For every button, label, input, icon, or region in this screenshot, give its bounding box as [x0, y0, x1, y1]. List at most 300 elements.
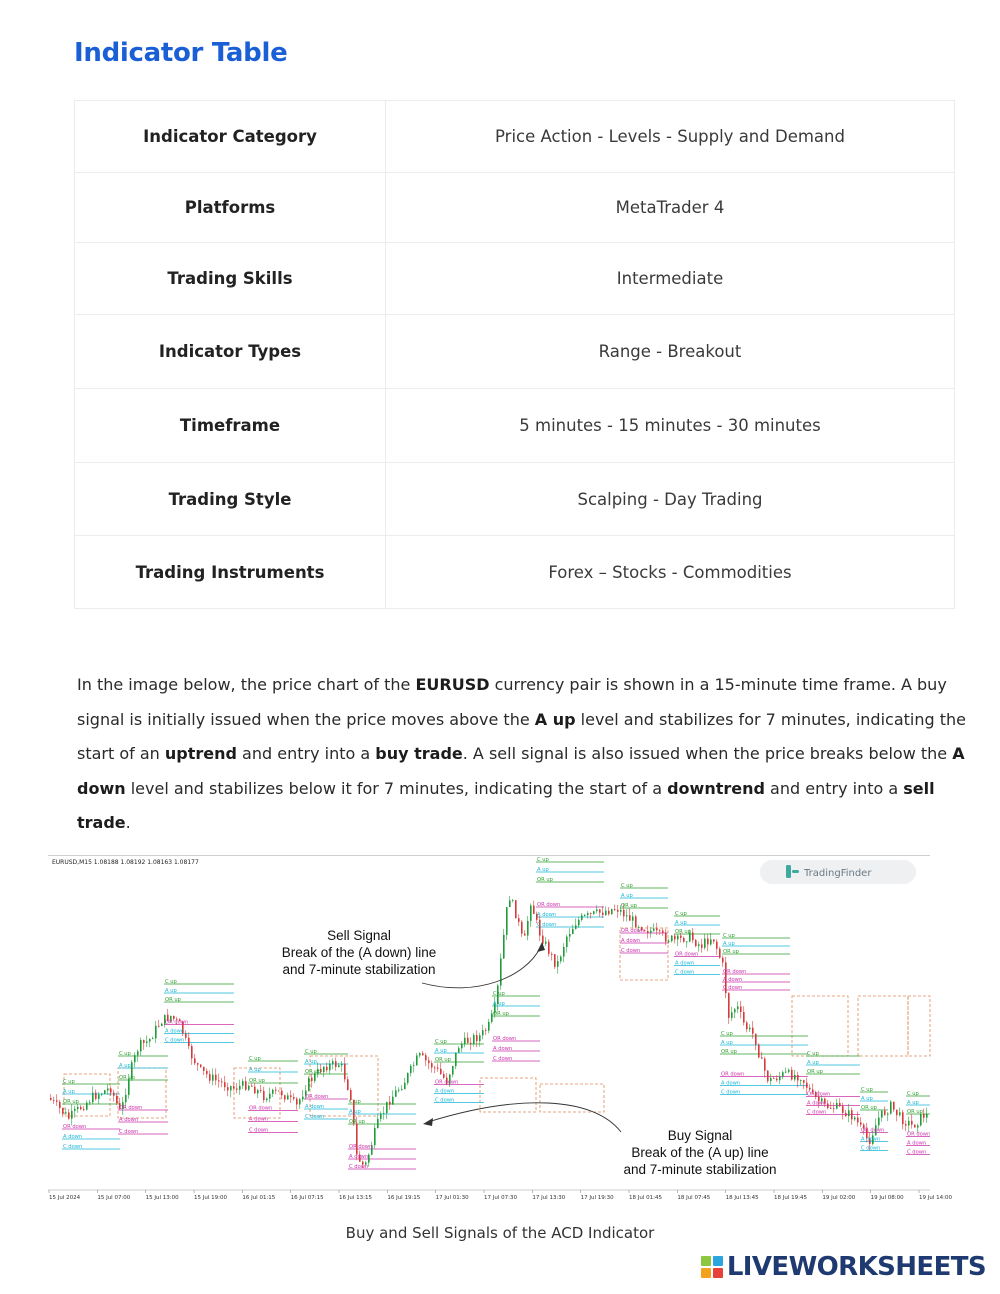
candle-body	[884, 1111, 886, 1115]
bold-run: downtrend	[667, 778, 765, 798]
range-box	[858, 996, 908, 1056]
candle-body	[140, 1040, 142, 1051]
level-label: OR down	[675, 951, 699, 958]
candle-body	[776, 1079, 778, 1080]
row-value: Scalping - Day Trading	[386, 463, 955, 536]
level-label: C down	[349, 1164, 369, 1170]
candle-body	[842, 1106, 844, 1113]
candle-body	[185, 1033, 187, 1037]
level-label: C up	[861, 1087, 873, 1093]
candle-body	[839, 1103, 841, 1106]
level-label: OR up	[249, 1078, 265, 1084]
bold-run: sell trade	[77, 778, 935, 833]
page-title: Indicator Table	[74, 38, 288, 68]
candle-body	[476, 1035, 478, 1041]
level-label: A down	[305, 1104, 325, 1110]
level-label: OR down	[63, 1124, 87, 1130]
candle-body	[50, 1098, 52, 1100]
candle-body	[440, 1069, 442, 1074]
candle-body	[344, 1064, 346, 1080]
candle-body	[287, 1095, 289, 1099]
candle-body	[107, 1089, 109, 1091]
price-chart-image	[48, 855, 952, 1202]
x-tick-label: 18 Jul 19:45	[774, 1195, 807, 1201]
candle-body	[209, 1074, 211, 1081]
annotation-line: and 7-minute stabilization	[623, 1162, 777, 1177]
candle-body	[113, 1093, 115, 1096]
candle-body	[674, 936, 676, 940]
level-label: OR down	[861, 1127, 885, 1134]
candle-body	[632, 916, 634, 920]
candle-body	[599, 909, 601, 912]
candle-body	[380, 1114, 382, 1119]
candle-body	[236, 1089, 238, 1090]
candle-body	[626, 915, 628, 916]
level-label: A down	[675, 960, 695, 967]
candle-body	[332, 1061, 334, 1063]
level-label: C down	[675, 969, 695, 976]
level-label: A up	[249, 1067, 261, 1073]
candle-body	[635, 916, 637, 927]
candle-body	[560, 957, 562, 962]
candle-body	[572, 929, 574, 934]
candle-body	[410, 1066, 412, 1073]
level-label: A up	[119, 1063, 131, 1069]
text-run: currency pair is shown in a 15-minute time frame. A buy signal is initially issued when the price moves above the	[77, 675, 947, 729]
candle-body	[422, 1053, 424, 1055]
candle-body	[503, 935, 505, 959]
level-label: C up	[493, 991, 505, 997]
candle-body	[845, 1113, 847, 1116]
candle-body	[341, 1064, 343, 1066]
candle-body	[749, 1028, 751, 1030]
x-tick-label: 16 Jul 13:15	[339, 1195, 372, 1201]
level-label: OR down	[621, 928, 645, 934]
candle-body	[761, 1057, 763, 1058]
candle-body	[908, 1121, 910, 1126]
candle-body	[95, 1093, 97, 1099]
bold-run: EURUSD	[415, 675, 490, 694]
level-label: C up	[721, 1031, 733, 1037]
level-label: C up	[63, 1079, 75, 1085]
candle-body	[110, 1089, 112, 1093]
level-label: OR down	[723, 969, 747, 975]
candle-body	[398, 1090, 400, 1091]
candle-body	[578, 920, 580, 926]
tradingfinder-logo	[760, 860, 916, 884]
candle-body	[212, 1075, 214, 1081]
candle-body	[605, 911, 607, 915]
level-label: OR up	[63, 1099, 79, 1105]
candle-body	[311, 1078, 313, 1081]
candle-body	[482, 1030, 484, 1035]
text-run: and entry into a	[236, 744, 376, 764]
candle-body	[752, 1028, 754, 1034]
candle-body	[260, 1090, 262, 1091]
candle-body	[509, 900, 511, 907]
candle-body	[767, 1071, 769, 1081]
level-label: OR up	[537, 877, 553, 883]
price-chart	[48, 856, 952, 1202]
candle-body	[662, 931, 664, 933]
candle-body	[392, 1097, 394, 1105]
candle-body	[269, 1094, 271, 1099]
x-axis	[49, 1190, 952, 1201]
candle-body	[569, 934, 571, 937]
candle-body	[512, 900, 514, 901]
level-label: C down	[807, 1109, 827, 1116]
candle-body	[308, 1078, 310, 1091]
candle-body	[608, 911, 610, 914]
level-label: OR down	[305, 1094, 329, 1100]
candle-body	[797, 1075, 799, 1081]
candle-body	[137, 1051, 139, 1055]
candle-body	[98, 1095, 100, 1099]
annotation-line: and 7-minute stabilization	[282, 962, 436, 977]
candle-body	[281, 1091, 283, 1096]
level-label: A down	[119, 1117, 139, 1123]
candle-body	[257, 1090, 259, 1093]
candle-body	[68, 1112, 70, 1118]
level-label: C down	[723, 985, 743, 991]
candle-body	[488, 1022, 490, 1031]
level-label: OR down	[807, 1091, 831, 1098]
candle-body	[755, 1034, 757, 1045]
table-row	[75, 463, 955, 536]
annotation-title: Sell Signal	[327, 928, 391, 943]
text-run: level and stabilizes for 7 minutes, indicating the start of an	[77, 709, 966, 764]
candle-body	[737, 1006, 739, 1009]
candle-body	[188, 1038, 190, 1046]
x-tick-label: 18 Jul 07:45	[677, 1195, 711, 1201]
level-label: C up	[907, 1091, 919, 1097]
candle-body	[158, 1026, 160, 1027]
candle-body	[851, 1110, 853, 1119]
candle-body	[431, 1063, 433, 1067]
candle-body	[389, 1102, 391, 1105]
arrow-icon	[423, 1118, 433, 1126]
candle-body	[563, 947, 565, 957]
candle-body	[887, 1114, 889, 1115]
level-label: OR down	[537, 902, 561, 908]
candle-body	[467, 1038, 469, 1043]
candle-body	[545, 942, 547, 944]
candle-body	[686, 942, 688, 943]
table-row	[75, 101, 955, 173]
bold-run: A up	[534, 709, 576, 729]
candle-body	[596, 909, 598, 911]
text-run: and entry into a	[764, 778, 904, 798]
candle-body	[860, 1122, 862, 1124]
level-label: C down	[119, 1129, 139, 1135]
level-label: OR up	[493, 1011, 509, 1017]
liveworksheets-logo-icon	[701, 1256, 723, 1278]
candle-body	[704, 939, 706, 948]
level-label: A up	[435, 1048, 447, 1054]
row-label: Indicator Types	[75, 315, 386, 389]
row-label: Timeframe	[75, 389, 386, 463]
candle-body	[734, 1009, 736, 1012]
row-value: MetaTrader 4	[386, 173, 955, 243]
candle-body	[758, 1044, 760, 1057]
candle-body	[335, 1061, 337, 1067]
range-box	[792, 996, 848, 1056]
level-label: A up	[723, 941, 735, 947]
candle-body	[323, 1067, 325, 1072]
candle-body	[785, 1072, 787, 1073]
level-label: A down	[165, 1028, 185, 1035]
level-label: OR down	[721, 1071, 745, 1078]
candle-body	[71, 1111, 73, 1119]
table-row	[75, 389, 955, 463]
candle-body	[914, 1125, 916, 1128]
candle-body	[233, 1086, 235, 1088]
x-tick-label: 19 Jul 02:00	[822, 1195, 856, 1201]
candle-body	[836, 1103, 838, 1109]
x-tick-label: 19 Jul 14:00	[919, 1195, 952, 1201]
candle-body	[461, 1044, 463, 1048]
candle-body	[611, 909, 613, 914]
candle-body	[551, 954, 553, 955]
level-label: A down	[63, 1134, 83, 1140]
candle-body	[680, 936, 682, 938]
description-paragraph	[77, 668, 967, 841]
candle-body	[293, 1097, 295, 1099]
text-run: In the image below, the price chart of the	[77, 675, 416, 694]
level-label: C down	[537, 922, 557, 928]
candle-body	[191, 1046, 193, 1058]
candle-body	[329, 1064, 331, 1071]
level-label: OR up	[723, 949, 739, 955]
level-label: C up	[621, 883, 633, 889]
level-label: C up	[305, 1049, 317, 1055]
x-tick-label: 16 Jul 07:15	[290, 1195, 324, 1201]
level-label: A up	[537, 867, 549, 873]
candle-body	[413, 1065, 415, 1066]
bold-run: A down	[77, 744, 965, 798]
row-value: Forex – Stocks - Commodities	[386, 536, 955, 609]
level-label: A up	[305, 1059, 317, 1065]
level-label: C down	[621, 948, 641, 954]
candle-body	[773, 1078, 775, 1079]
candle-body	[782, 1072, 784, 1076]
range-box	[540, 1084, 604, 1112]
level-label: C down	[907, 1149, 927, 1156]
candle-body	[899, 1112, 901, 1115]
candle-body	[416, 1055, 418, 1065]
row-label: Indicator Category	[75, 101, 386, 173]
candle-body	[161, 1024, 163, 1026]
candle-body	[710, 939, 712, 944]
level-label: C down	[63, 1144, 83, 1150]
candle-body	[533, 905, 535, 913]
level-label: A up	[861, 1096, 873, 1102]
level-label: C up	[807, 1051, 819, 1057]
liveworksheets-logo	[701, 1252, 986, 1282]
text-run: level and stabilizes below it for 7 minutes, indicating the start of a	[125, 778, 668, 798]
candle-body	[251, 1086, 253, 1087]
level-label: OR up	[349, 1119, 365, 1125]
level-label: C down	[721, 1089, 741, 1096]
candle-body	[614, 909, 616, 910]
level-label: C down	[861, 1145, 881, 1152]
candle-body	[284, 1095, 286, 1099]
level-label: A up	[907, 1100, 919, 1106]
candle-body	[125, 1095, 127, 1102]
candle-body	[83, 1109, 85, 1110]
candle-body	[848, 1110, 850, 1116]
candle-body	[56, 1100, 58, 1101]
candle-body	[419, 1053, 421, 1055]
candle-body	[647, 931, 649, 933]
candle-body	[740, 1006, 742, 1012]
candle-body	[428, 1060, 430, 1063]
candle-body	[779, 1077, 781, 1081]
candle-body	[377, 1119, 379, 1128]
level-label: C down	[435, 1097, 455, 1104]
candle-body	[881, 1111, 883, 1118]
candle-body	[530, 905, 532, 920]
candle-body	[893, 1102, 895, 1110]
level-label: C up	[165, 979, 177, 985]
candle-body	[623, 910, 625, 916]
level-label: A down	[861, 1136, 881, 1143]
candle-body	[200, 1065, 202, 1067]
candle-body	[272, 1090, 274, 1094]
candle-body	[245, 1081, 247, 1090]
candle-body	[806, 1083, 808, 1088]
level-label: OR up	[119, 1075, 135, 1081]
candle-body	[404, 1083, 406, 1089]
x-tick-label: 19 Jul 08:00	[870, 1195, 904, 1201]
level-label: A down	[349, 1154, 369, 1160]
candle-body	[173, 1016, 175, 1019]
row-value: Price Action - Levels - Supply and Demand	[386, 101, 955, 173]
candle-body	[581, 915, 583, 919]
candle-body	[896, 1110, 898, 1115]
candle-body	[668, 941, 670, 942]
candle-body	[215, 1075, 217, 1081]
candle-body	[425, 1055, 427, 1060]
candle-body	[665, 933, 667, 942]
text-run: .	[125, 813, 131, 833]
level-label: A up	[675, 920, 687, 926]
candle-body	[194, 1058, 196, 1063]
level-label: OR up	[907, 1109, 923, 1115]
table-row	[75, 243, 955, 315]
level-label: OR up	[165, 997, 181, 1003]
brand-name: TradingFinder	[804, 868, 872, 879]
candle-body	[557, 961, 559, 967]
level-label: A down	[249, 1116, 269, 1123]
level-label: OR down	[165, 1019, 189, 1026]
candle-body	[857, 1118, 859, 1123]
candle-body	[923, 1114, 925, 1118]
candle-body	[746, 1023, 748, 1030]
candle-body	[656, 928, 658, 930]
candle-body	[89, 1102, 91, 1103]
candle-body	[278, 1091, 280, 1092]
candle-body	[326, 1067, 328, 1070]
level-label: C up	[249, 1056, 261, 1062]
candle-body	[521, 922, 523, 934]
x-tick-label: 17 Jul 13:30	[532, 1195, 566, 1201]
row-value: 5 minutes - 15 minutes - 30 minutes	[386, 389, 955, 463]
candle-body	[452, 1066, 454, 1074]
candle-body	[728, 993, 730, 1018]
candle-body	[926, 1114, 928, 1118]
candle-body	[692, 933, 694, 941]
x-tick-label: 18 Jul 01:45	[629, 1195, 662, 1201]
candle-body	[383, 1113, 385, 1114]
candle-body	[911, 1121, 913, 1125]
candle-body	[527, 921, 529, 936]
candle-body	[92, 1093, 94, 1103]
level-label: A down	[723, 977, 743, 983]
candle-body	[542, 936, 544, 944]
candle-body	[197, 1063, 199, 1064]
candle-body	[152, 1038, 154, 1039]
candle-body	[890, 1102, 892, 1114]
candle-body	[386, 1102, 388, 1113]
candle-body	[518, 918, 520, 922]
level-label: OR down	[493, 1036, 517, 1042]
table-row	[75, 536, 955, 609]
candle-body	[905, 1124, 907, 1125]
candle-body	[248, 1086, 250, 1090]
level-label: OR up	[621, 903, 637, 909]
x-tick-label: 16 Jul 01:15	[242, 1195, 276, 1201]
candle-body	[458, 1048, 460, 1052]
candle-body	[566, 937, 568, 947]
level-label: C down	[249, 1127, 269, 1134]
candle-body	[254, 1087, 256, 1094]
candle-body	[338, 1065, 340, 1067]
candle-body	[80, 1107, 82, 1109]
candle-body	[470, 1043, 472, 1044]
level-label: OR down	[119, 1105, 143, 1111]
range-box	[620, 928, 668, 980]
candle-body	[62, 1108, 64, 1113]
x-tick-label: 15 Jul 07:00	[97, 1195, 131, 1201]
annotation-line: Break of the (A up) line	[631, 1145, 769, 1160]
annotation-line: Break of the (A down) line	[281, 945, 437, 960]
row-label: Trading Instruments	[75, 536, 386, 609]
candle-body	[86, 1103, 88, 1110]
candle-body	[803, 1080, 805, 1083]
figure-caption: Buy and Sell Signals of the ACD Indicator	[345, 1224, 655, 1242]
candle-body	[707, 939, 709, 945]
level-label: A up	[621, 893, 633, 899]
brand-icon	[792, 870, 799, 873]
candle-body	[224, 1082, 226, 1087]
candle-body	[515, 900, 517, 918]
candle-body	[548, 942, 550, 954]
candle-body	[242, 1081, 244, 1086]
candle-body	[101, 1094, 103, 1095]
candle-body	[134, 1055, 136, 1062]
level-label: C up	[537, 857, 549, 863]
x-tick-label: 16 Jul 19:15	[387, 1195, 421, 1201]
level-label: C up	[349, 1099, 361, 1105]
candle-body	[401, 1089, 403, 1090]
row-label: Trading Skills	[75, 243, 386, 315]
level-labels	[63, 857, 930, 1170]
candle-body	[455, 1053, 457, 1066]
level-label: OR up	[675, 929, 691, 935]
chart-symbol-header: EURUSD,M15 1.08188 1.08192 1.08163 1.08177	[52, 859, 199, 866]
sell-signal-annotation	[282, 928, 545, 988]
